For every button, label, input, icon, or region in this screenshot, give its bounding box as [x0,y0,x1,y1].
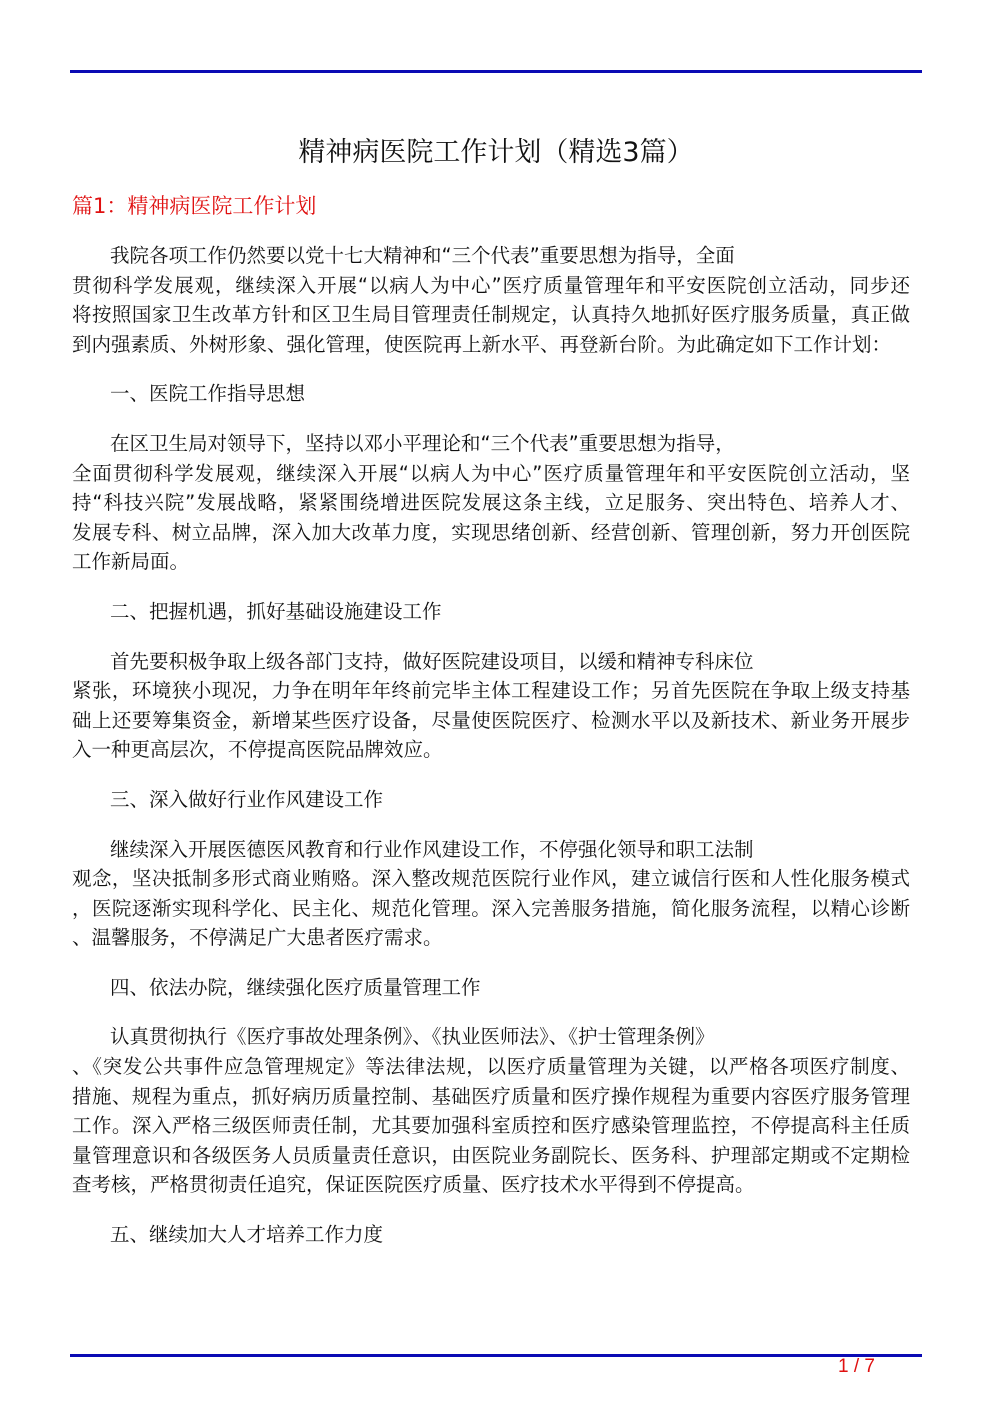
text-line: 查考核，严格贯彻责任追究，保证医院医疗质量、医疗技术水平得到不停提高。 [72,1173,755,1197]
paragraph [72,647,910,765]
subsection-heading [72,785,910,815]
text-line: 紧张，环境狭小现况，力争在明年年终前完毕主体工程建设工作；另首先医院在争取上级支持基 [72,679,910,703]
subsection-heading [72,379,910,409]
text-line: 我院各项工作仍然要以党十七大精神和“三个代表”重要思想为指导，全面 [110,244,735,267]
subsection-heading [72,973,910,1003]
text-line: 量管理意识和各级医务人员质量责任意识，由医院业务副院长、医务科、护理部定期或不定期检 [72,1143,910,1167]
text-line: 首先要积极争取上级各部门支持，做好医院建设项目，以缓和精神专科床位 [110,649,754,673]
text-line: 将按照国家卫生改革方针和区卫生局目管理责任制规定，认真持久地抓好医疗服务质量，真正做 [72,303,910,327]
document-title: 精神病医院工作计划（精选3篇） [298,137,694,168]
paragraph [72,835,910,953]
text-line: ，医院逐渐实现科学化、民主化、规范化管理。深入完善服务措施，简化服务流程，以精心诊断 [72,896,910,920]
paragraph [72,241,910,359]
text-line: 工作。深入严格三级医师责任制，尤其要加强科室质控和医疗感染管理监控，不停提高科主任质 [72,1114,910,1138]
text-line: 二、把握机遇，抓好基础设施建设工作 [110,599,442,623]
text-line: 五、继续加大人才培养工作力度 [110,1223,384,1247]
text-line: 、《突发公共事件应急管理规定》等法律法规，以医疗质量管理为关键，以严格各项医疗制度、 [72,1055,910,1079]
subsection-heading [72,597,910,627]
text-line: 观念，坚决抵制多形式商业贿赂。深入整改规范医院行业作风，建立诚信行医和人性化服务模式 [72,867,910,891]
header-rule [70,70,922,73]
text-line: 到内强素质、外树形象、强化管理，使医院再上新水平、再登新台阶。为此确定如下工作计划： [72,332,892,356]
paragraph [72,429,910,577]
paragraph [72,1022,910,1200]
text-line: 继续深入开展医德医风教育和行业作风建设工作，不停强化领导和职工法制 [110,837,754,861]
text-line: 认真贯彻执行《医疗事故处理条例》、《执业医师法》、《护士管理条例》 [110,1025,715,1049]
text-line: 工作新局面。 [72,550,190,574]
text-line: 措施、规程为重点，抓好病历质量控制、基础医疗质量和医疗操作规程为重要内容医疗服务管理 [72,1084,910,1108]
page-number: 1 / 7 [838,1356,875,1377]
document-body [72,241,910,1270]
text-line: 贯彻科学发展观，继续深入开展“以病人为中心”医疗质量管理年和平安医院创立活动，同步还 [72,273,910,297]
text-line: 础上还要筹集资金，新增某些医疗设备，尽量使医院医疗、检测水平以及新技术、新业务开展步 [72,708,910,732]
text-line: 入一种更高层次，不停提高医院品牌效应。 [72,738,443,762]
section-heading: 篇1：精神病医院工作计划 [72,194,317,218]
text-line: 三、深入做好行业作风建设工作 [110,787,384,811]
text-line: 在区卫生局对领导下，坚持以邓小平理论和“三个代表”重要思想为指导， [110,431,735,455]
subsection-heading [72,1220,910,1250]
text-line: 发展专科、树立品牌，深入加大改革力度，实现思绪创新、经营创新、管理创新，努力开创医院 [72,520,910,544]
text-line: 全面贯彻科学发展观，继续深入开展“以病人为中心”医疗质量管理年和平安医院创立活动，坚 [72,461,910,485]
footer-rule [70,1354,922,1357]
text-line: 、温馨服务，不停满足广大患者医疗需求。 [72,926,443,950]
text-line: 一、医院工作指导思想 [110,382,306,406]
text-line: 四、依法办院，继续强化医疗质量管理工作 [110,975,481,999]
text-line: 持“科技兴院”发展战略，紧紧围绕增进医院发展这条主线，立足服务、突出特色、培养人才、 [72,491,910,515]
